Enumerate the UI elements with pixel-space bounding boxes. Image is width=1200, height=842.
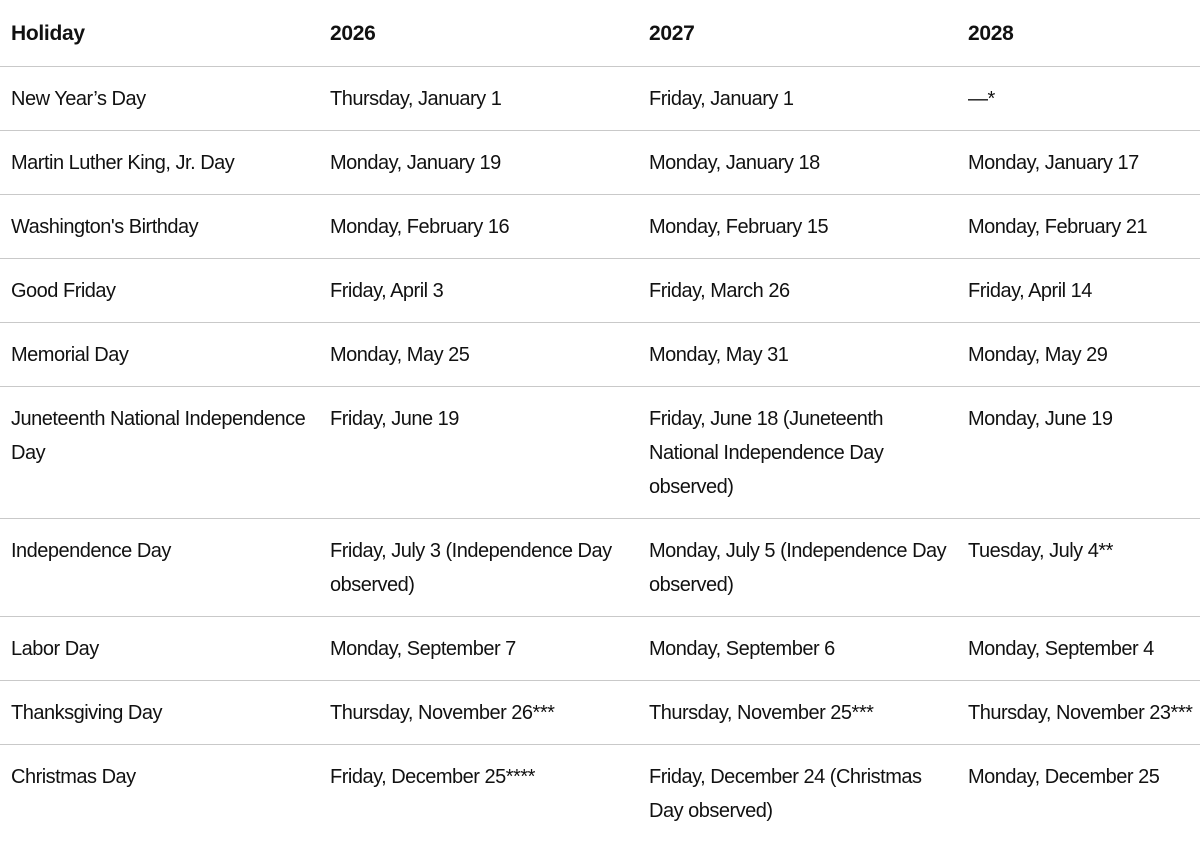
date-2027: Monday, September 6 (638, 616, 957, 680)
holiday-name: Washington's Birthday (0, 194, 319, 258)
table-row (0, 322, 1200, 386)
date-2028: Monday, December 25 (968, 765, 1160, 788)
holiday-name: Thanksgiving Day (0, 680, 319, 744)
column-header-2027: 2027 (638, 0, 957, 66)
holiday-name: New Year’s Day (0, 66, 319, 130)
date-2027: Monday, February 15 (638, 194, 957, 258)
holiday-name: Christmas Day (11, 765, 136, 788)
date-2028: Monday, February 21 (957, 194, 1200, 258)
date-2026: Monday, February 16 (319, 194, 638, 258)
holiday-name: Memorial Day (0, 322, 319, 386)
column-header-2026: 2026 (319, 0, 638, 66)
date-2028: Monday, September 4 (957, 616, 1200, 680)
column-header-2028: 2028 (957, 0, 1200, 66)
date-2028: —* (957, 66, 1200, 130)
date-2027: Friday, January 1 (638, 66, 957, 130)
table-row (0, 258, 1200, 322)
date-2027: Monday, July 5 (Independence Day observed) (638, 518, 957, 616)
table-row (0, 194, 1200, 258)
date-2026: Monday, January 19 (319, 130, 638, 194)
date-2027: Thursday, November 25*** (638, 680, 957, 744)
date-2026: Monday, May 25 (319, 322, 638, 386)
date-2027: Friday, June 18 (Juneteenth National Independence Day observed) (638, 386, 957, 518)
date-2028: Thursday, November 23*** (957, 680, 1200, 744)
holiday-name: Good Friday (0, 258, 319, 322)
table-header (0, 0, 1200, 66)
holiday-name: Juneteenth National Independence Day (0, 386, 319, 518)
table-row (0, 744, 1200, 842)
date-2027: Friday, December 24 (Christmas Day observed) (649, 765, 922, 822)
holiday-name: Independence Day (0, 518, 319, 616)
date-2026: Friday, June 19 (319, 386, 638, 518)
table-row (0, 518, 1200, 616)
holiday-name: Labor Day (0, 616, 319, 680)
holiday-name: Martin Luther King, Jr. Day (0, 130, 319, 194)
table-row (0, 616, 1200, 680)
date-2026: Thursday, January 1 (319, 66, 638, 130)
table-row (0, 386, 1200, 518)
table-row (0, 66, 1200, 130)
table-row (0, 680, 1200, 744)
date-2028: Tuesday, July 4** (957, 518, 1200, 616)
date-2027: Monday, January 18 (638, 130, 957, 194)
date-2026: Monday, September 7 (319, 616, 638, 680)
date-2026: Friday, December 25**** (330, 765, 535, 788)
table-row (0, 130, 1200, 194)
date-2026: Friday, April 3 (319, 258, 638, 322)
table-body (0, 66, 1200, 842)
date-2028: Monday, May 29 (957, 322, 1200, 386)
date-2026: Friday, July 3 (Independence Day observed) (319, 518, 638, 616)
date-2027: Monday, May 31 (638, 322, 957, 386)
date-2028: Friday, April 14 (957, 258, 1200, 322)
date-2027: Friday, March 26 (638, 258, 957, 322)
date-2026: Thursday, November 26*** (319, 680, 638, 744)
column-header-holiday: Holiday (0, 0, 319, 66)
date-2028: Monday, January 17 (957, 130, 1200, 194)
date-2028: Monday, June 19 (957, 386, 1200, 518)
header-row (0, 0, 1200, 66)
